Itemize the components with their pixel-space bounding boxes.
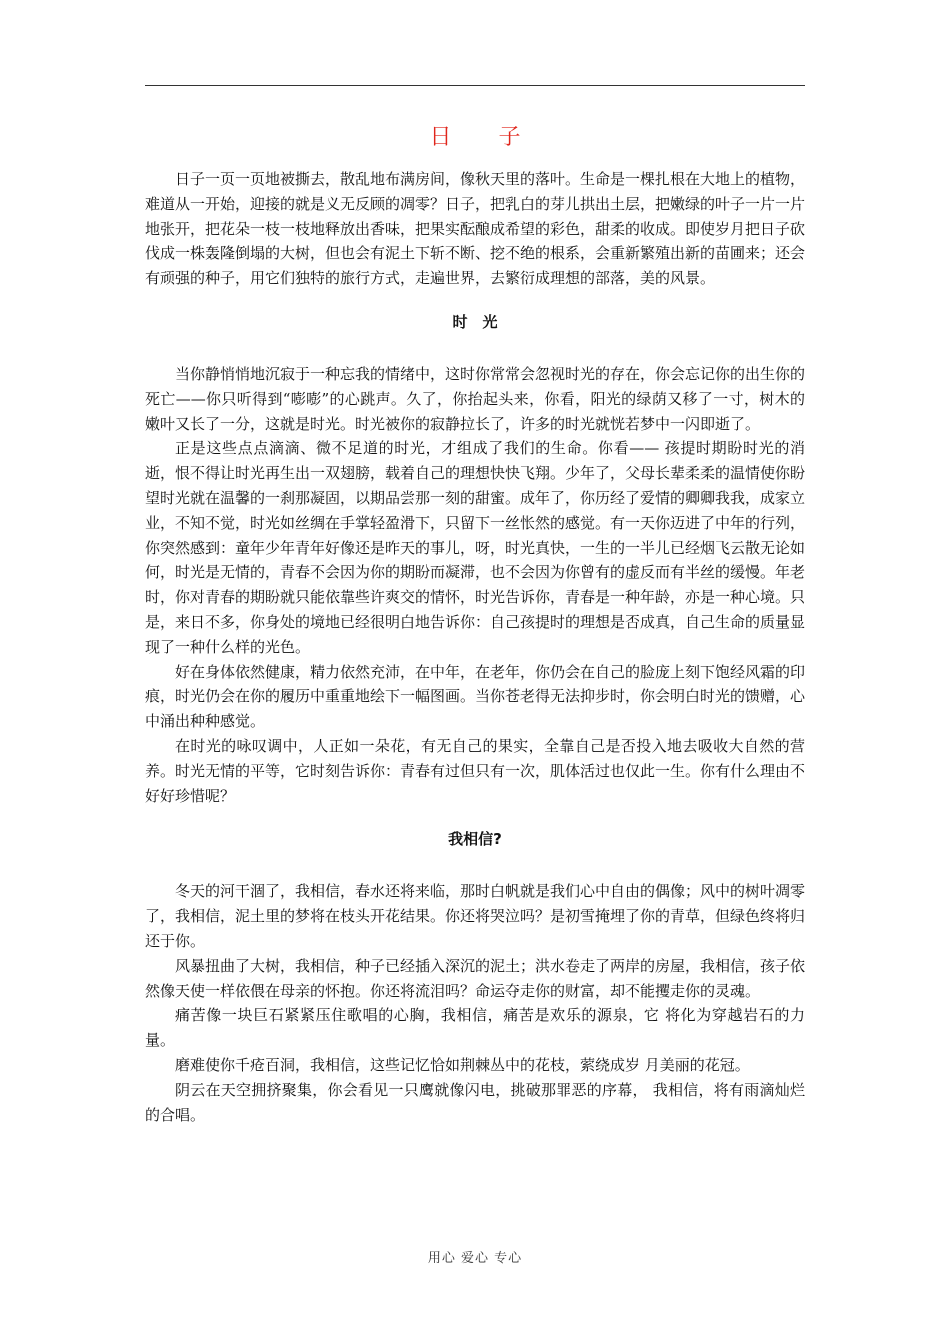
page-footer: 用心 爱心 专心 bbox=[427, 1251, 523, 1266]
paragraph: 阴云在天空拥挤聚集，你会看见一只鹰就像闪电，挑破那罪恶的序幕， 我相信，将有雨滴灿烂的合唱。 bbox=[145, 1080, 805, 1124]
paragraph: 冬天的河干涸了，我相信，春水还将来临，那时白帆就是我们心中自由的偶像；风中的树叶凋零了，我相信，泥土里的梦将在枝头开花结果。你还将哭泣吗？是初雪掩埋了你的青草，但绿色终将归还于你。 bbox=[145, 882, 806, 950]
paragraph: 好在身体依然健康，精力依然充沛，在中年，在老年，你仍会在自己的脸庞上刻下饱经风霜的印痕，时光仍会在你的履历中重重地绘下一幅图画。当你苍老得无法抑步时，你会明白时光的馈赠，心中涌出种种感觉。 bbox=[145, 662, 806, 731]
paragraph: 风暴扭曲了大树，我相信，种子已经插入深沉的泥土；洪水卷走了两岸的房屋，我相信，孩子依然像天使一样依偎在母亲的怀抱。你还将流泪吗？命运夺走你的财富，却不能攫走你的灵魂。 bbox=[145, 956, 806, 1000]
intro-section bbox=[145, 167, 805, 291]
paragraph: 在时光的咏叹调中，人正如一朵花，有无自己的果实，全靠自己是否投入地去吸收大自然的营养。时光无情的平等，它时刻告诉你：青春有过但只有一次，肌体活过也仅此一生。你有什么理由不好好珍惜呢？ bbox=[145, 736, 806, 805]
document-title: 日 子 bbox=[429, 125, 541, 150]
paragraph: 当你静悄悄地沉寂于一种忘我的情绪中，这时你常常会忽视时光的存在，你会忘记你的出生你的死亡——你只听得到“嘭嘭”的心跳声。久了，你抬起头来，你看，阳光的绿荫又移了一寸，树木的嫩叶又长了一分，这就是时光。时光被你的寂静拉长了，许多的时光就恍若梦中一闪即逝了。 bbox=[145, 364, 806, 433]
paragraph: 正是这些点点滴滴、微不足道的时光，才组成了我们的生命。你看—— 孩提时期盼时光的消逝，恨不得让时光再生出一双翅膀，载着自己的理想快快飞翔。少年了，父母长辈柔柔的温情使你盼望时光就在温馨的一刹那凝固，以期品尝那一刻的甜蜜。成年了，你历经了爱情的卿卿我我，成家立业，不知不觉，时光如丝绸在手掌轻盈滑下，只留下一丝怅然的感觉。有一天你迈进了中年的行列，你突然感到：童年少年青年好像还是昨天的事儿，呀，时光真快，一生的一半儿已经烟飞云散无论如何，时光是无情的，青春不会因为你的期盼而凝滞，也不会因为你曾有的虚反而有半丝的缓慢。年老时，你对青春的期盼就只能依靠些许爽交的情怀，时光告诉你，青春是一种年龄，亦是一种心境。只是，来日不多，你身处的境地已经很明白地告诉你：自己孩提时的理想是否成真，自己生命的质量显现了一种什么样的光色。 bbox=[145, 439, 806, 656]
paragraph: 磨难使你千疮百洞，我相信，这些记忆恰如荆棘丛中的花枝，萦绕成岁 月美丽的花冠。 bbox=[175, 1055, 750, 1074]
header-rule bbox=[145, 85, 805, 86]
paragraph: 日子一页一页地被撕去，散乱地布满房间，像秋天里的落叶。生命是一棵扎根在大地上的植物，难道从一开始，迎接的就是义无反顾的凋零？日子，把乳白的芽儿拱出土层，把嫩绿的叶子一片一片地张开，把花朵一枝一枝地释放出香味，把果实酝酿成希望的彩色，甜柔的收成。即使岁月把日子砍伐成一株轰隆倒塌的大树，但也会有泥土下斩不断、挖不绝的根系，会重新繁殖出新的苗圃来；还会有顽强的种子，用它们独特的旅行方式，走遍世界，去繁衍成理想的部落，美的风景。 bbox=[145, 170, 806, 288]
document-body bbox=[145, 120, 805, 1127]
section-woxiangxin bbox=[145, 879, 805, 1127]
section-title-woxiangxin: 我相信? bbox=[448, 830, 502, 849]
section-shiguang bbox=[145, 362, 805, 808]
section-title-shiguang: 时 光 bbox=[452, 312, 498, 331]
paragraph: 痛苦像一块巨石紧紧压住歌唱的心胸，我相信，痛苦是欢乐的源泉，它 将化为穿越岩石的力量。 bbox=[145, 1006, 805, 1050]
